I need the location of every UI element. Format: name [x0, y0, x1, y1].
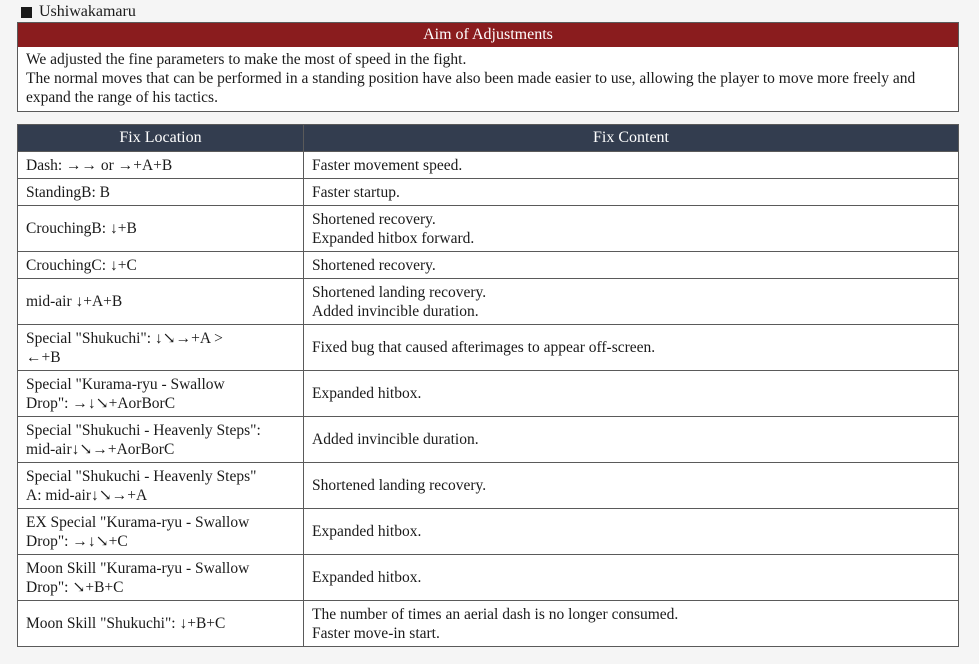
- fix-content-cell: [304, 279, 959, 325]
- fix-location-text: A: mid-air↓↘→+A: [26, 486, 148, 504]
- fix-location-text: Special "Shukuchi": ↓↘→+A >: [26, 329, 223, 347]
- table-row: [18, 463, 959, 509]
- fix-content-text: Expanded hitbox.: [312, 385, 422, 402]
- fix-location-cell: [18, 371, 304, 417]
- aim-title: Aim of Adjustments: [18, 23, 958, 47]
- fix-location-text: Special "Kurama-ryu - Swallow: [26, 375, 225, 393]
- fix-content-text: Shortened landing recovery.: [312, 477, 487, 494]
- aim-of-adjustments-box: [17, 22, 959, 112]
- fix-location-text: Drop": ↘+B+C: [26, 578, 124, 596]
- fix-content-text: Faster movement speed.: [312, 156, 463, 174]
- fix-location-text: mid-air↓↘→+AorBorC: [26, 440, 175, 458]
- fix-content-cell: [304, 371, 959, 417]
- fix-location-cell: [18, 509, 304, 555]
- fix-location-cell: [18, 206, 304, 252]
- aim-description: [18, 47, 958, 111]
- fix-content-text: Shortened landing recovery.: [312, 283, 487, 301]
- fix-location-cell: [18, 463, 304, 509]
- aim-line: The normal moves that can be performed in a standing position have also been made easier to use, allowing the player to move more freely and expand the range of his tactics.: [26, 70, 916, 106]
- fix-location-cell: [18, 325, 304, 371]
- fix-location-text: Drop": →↓↘+C: [26, 532, 128, 550]
- fix-location-text: ←+B: [26, 348, 61, 366]
- fix-content-text: Expanded hitbox.: [312, 523, 422, 540]
- table-row: [18, 179, 959, 206]
- table-row: [18, 279, 959, 325]
- fix-location-cell: [18, 152, 304, 179]
- fix-location-text: Moon Skill "Shukuchi": ↓+B+C: [26, 615, 226, 632]
- fix-location-text: Dash: →→ or →+A+B: [26, 156, 173, 174]
- fix-content-text: Added invincible duration.: [312, 431, 479, 448]
- fix-content-cell: [304, 601, 959, 647]
- fix-location-cell: [18, 279, 304, 325]
- fix-content-cell: [304, 206, 959, 252]
- fix-table: [17, 124, 959, 647]
- fix-content-cell: [304, 509, 959, 555]
- fix-content-cell: [304, 152, 959, 179]
- fix-content-cell: [304, 463, 959, 509]
- fix-location-cell: [18, 417, 304, 463]
- fix-content-cell: [304, 555, 959, 601]
- fix-table-body: [18, 152, 959, 647]
- fix-location-text: Special "Shukuchi - Heavenly Steps":: [26, 421, 261, 439]
- fix-location-cell: [18, 555, 304, 601]
- fix-location-text: CrouchingB: ↓+B: [26, 220, 137, 237]
- fix-content-text: Added invincible duration.: [312, 302, 479, 320]
- table-row: [18, 252, 959, 279]
- table-row: [18, 371, 959, 417]
- fix-content-text: Fixed bug that caused afterimages to appear off-screen.: [312, 339, 656, 356]
- header-fix-content: Fix Content: [304, 125, 959, 152]
- fix-content-cell: [304, 417, 959, 463]
- table-row: [18, 325, 959, 371]
- fix-location-text: Special "Shukuchi - Heavenly Steps": [26, 467, 257, 485]
- fix-content-text: Shortened recovery.: [312, 210, 436, 228]
- fix-location-text: Drop": →↓↘+AorBorC: [26, 394, 176, 412]
- fix-table-header-row: [18, 125, 959, 152]
- table-row: [18, 152, 959, 179]
- fix-location-text: StandingB: B: [26, 183, 110, 201]
- fix-content-text: The number of times an aerial dash is no longer consumed.: [312, 605, 679, 623]
- fix-content-text: Expanded hitbox.: [312, 569, 422, 586]
- fix-content-cell: [304, 179, 959, 206]
- fix-content-text: Expanded hitbox forward.: [312, 229, 475, 247]
- table-row: [18, 206, 959, 252]
- table-row: [18, 601, 959, 647]
- character-name: Ushiwakamaru: [39, 3, 136, 20]
- fix-location-text: mid-air ↓+A+B: [26, 293, 123, 310]
- fix-location-cell: [18, 179, 304, 206]
- fix-content-cell: [304, 325, 959, 371]
- header-fix-location: Fix Location: [18, 125, 304, 152]
- table-row: [18, 509, 959, 555]
- fix-content-text: Faster move-in start.: [312, 624, 440, 642]
- table-row: [18, 555, 959, 601]
- fix-content-text: Shortened recovery.: [312, 256, 436, 274]
- fix-content-cell: [304, 252, 959, 279]
- character-heading: [21, 2, 136, 22]
- aim-line: We adjusted the fine parameters to make the most of speed in the fight.: [26, 51, 467, 68]
- fix-location-text: EX Special "Kurama-ryu - Swallow: [26, 513, 250, 531]
- fix-location-cell: [18, 252, 304, 279]
- square-bullet-icon: [21, 7, 32, 18]
- fix-location-text: CrouchingC: ↓+C: [26, 256, 137, 274]
- fix-content-text: Faster startup.: [312, 183, 400, 201]
- fix-location-text: Moon Skill "Kurama-ryu - Swallow: [26, 559, 250, 577]
- table-row: [18, 417, 959, 463]
- fix-location-cell: [18, 601, 304, 647]
